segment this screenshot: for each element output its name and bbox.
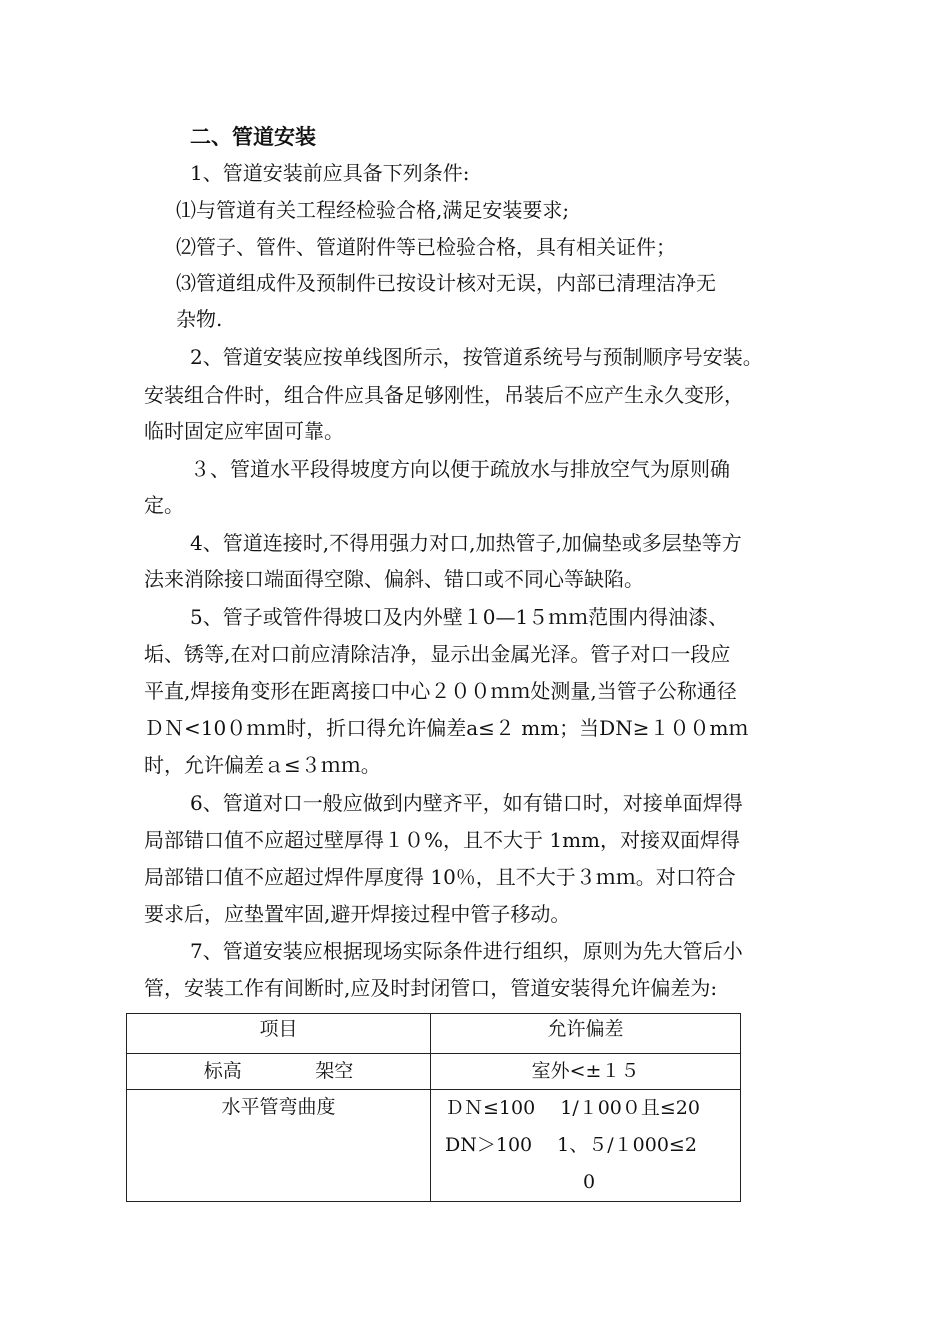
paragraph-1: 1、管道安装前应具备下列条件: bbox=[190, 161, 470, 185]
condition-3-cont: 杂物. bbox=[176, 307, 223, 331]
cell-elevation bbox=[127, 1054, 431, 1090]
paragraph-6-line-4: 要求后，应垫置牢固,避开焊接过程中管子移动。 bbox=[144, 902, 571, 926]
bend-tolerance-line-2: DN＞100 1、５/１000≤2 bbox=[445, 1134, 697, 1156]
paragraph-5-line-2: 垢、锈等,在对口前应清除洁净，显示出金属光泽。管子对口一段应 bbox=[144, 642, 731, 666]
table-row bbox=[127, 1054, 741, 1090]
header-tolerance: 允许偏差 bbox=[431, 1014, 741, 1054]
label-elevation: 标高 bbox=[203, 1060, 242, 1082]
header-item: 项目 bbox=[127, 1014, 431, 1054]
table-row bbox=[127, 1090, 741, 1202]
paragraph-6-line-3: 局部错口值不应超过焊件厚度得 10％，且不大于３ｍｍ。对口符合 bbox=[144, 865, 736, 889]
section-title: 二、管道安装 bbox=[190, 124, 316, 149]
paragraph-3: ３、管道水平段得坡度方向以便于疏放水与排放空气为原则确 bbox=[190, 457, 730, 481]
bend-tolerance-line-3: 0 bbox=[583, 1171, 596, 1193]
condition-2: ⑵管子、管件、管道附件等已检验合格，具有相关证件； bbox=[176, 235, 676, 259]
paragraph-5-line-3: 平直,焊接角变形在距离接口中心２００ｍｍ处测量,当管子公称通径 bbox=[144, 679, 737, 703]
paragraph-5-line-5: 时，允许偏差ａ≤３ｍｍ。 bbox=[144, 753, 381, 777]
paragraph-4: 4、管道连接时,不得用强力对口,加热管子,加偏垫或多层垫等方 bbox=[190, 531, 742, 555]
label-overhead: 架空 bbox=[315, 1060, 354, 1082]
paragraph-6-line-2: 局部错口值不应超过壁厚得１０%，且不大于 1mm，对接双面焊得 bbox=[144, 828, 741, 852]
bend-tolerance-line-1: ＤＮ≤100 1/１00０且≤20 bbox=[445, 1097, 700, 1119]
cell-bend-tolerance bbox=[431, 1090, 741, 1202]
paragraph-7-line-2: 管，安装工作有间断时,应及时封闭管口，管道安装得允许偏差为: bbox=[144, 976, 718, 1000]
paragraph-3-line-2: 定。 bbox=[144, 493, 184, 517]
label-horizontal-bend: 水平管弯曲度 bbox=[127, 1090, 431, 1202]
value-outdoor: 室外<±１５ bbox=[431, 1054, 741, 1090]
table-header-row bbox=[127, 1014, 741, 1054]
paragraph-2-line-2: 安装组合件时，组合件应具备足够刚性，吊装后不应产生永久变形， bbox=[144, 383, 744, 407]
tolerance-table bbox=[126, 1013, 741, 1202]
paragraph-2: 2、管道安装应按单线图所示，按管道系统号与预制顺序号安装。 bbox=[190, 345, 763, 369]
paragraph-5: 5、管子或管件得坡口及内外壁１0—1５ｍｍ范围内得油漆、 bbox=[190, 605, 729, 629]
paragraph-6: 6、管道对口一般应做到内壁齐平，如有错口时，对接单面焊得 bbox=[190, 791, 743, 815]
paragraph-4-line-2: 法来消除接口端面得空隙、偏斜、错口或不同心等缺陷。 bbox=[144, 567, 644, 591]
condition-1: ⑴与管道有关工程经检验合格,满足安装要求; bbox=[176, 198, 570, 222]
paragraph-5-line-4: ＤＮ<10０ｍｍ时，折口得允许偏差a≤２ mm；当DN≥１００mｍ bbox=[144, 716, 749, 740]
paragraph-2-line-3: 临时固定应牢固可靠。 bbox=[144, 419, 344, 443]
paragraph-7: 7、管道安装应根据现场实际条件进行组织，原则为先大管后小 bbox=[190, 939, 743, 963]
condition-3: ⑶管道组成件及预制件已按设计核对无误，内部已清理洁净无 bbox=[176, 271, 716, 295]
